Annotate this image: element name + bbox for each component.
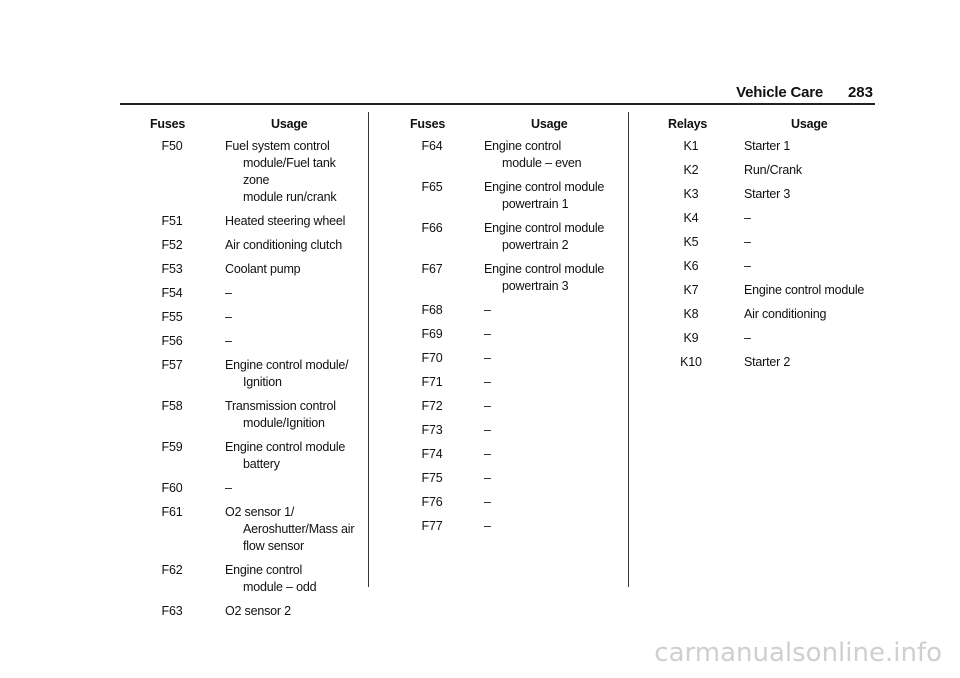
usage-line: Starter 2 <box>744 355 791 369</box>
usage-line: Air conditioning clutch <box>225 238 342 252</box>
table-row <box>150 213 360 230</box>
usage-line: module/Ignition <box>243 416 325 430</box>
row-code: F60 <box>161 481 183 495</box>
usage-line: – <box>744 331 751 345</box>
row-code: F68 <box>421 303 443 317</box>
table-row <box>668 258 878 275</box>
table-row <box>410 518 620 535</box>
table-row <box>150 398 360 432</box>
table-row <box>150 562 360 596</box>
row-usage <box>484 138 620 172</box>
usage-line: – <box>225 481 232 495</box>
usage-line: module/Fuel tank zone <box>243 156 336 187</box>
usage-line: – <box>484 471 491 485</box>
usage-line: module run/crank <box>243 190 337 204</box>
fuse-table-1 <box>150 116 360 627</box>
row-usage <box>225 138 360 206</box>
row-code: F71 <box>421 375 443 389</box>
row-code: F74 <box>421 447 443 461</box>
table-row <box>668 162 878 179</box>
row-usage <box>225 309 360 326</box>
row-usage <box>744 306 878 323</box>
usage-line: Run/Crank <box>744 163 802 177</box>
table-row <box>668 354 878 371</box>
row-code: F77 <box>421 519 443 533</box>
usage-line: Ignition <box>243 375 282 389</box>
row-code: K5 <box>683 235 699 249</box>
usage-line: Engine control module <box>744 283 865 297</box>
table-row <box>410 138 620 172</box>
row-usage <box>484 518 620 535</box>
usage-line: powertrain 2 <box>502 238 569 252</box>
header-usage-label: Usage <box>271 117 308 131</box>
usage-line: Fuel system control <box>225 139 330 153</box>
row-usage <box>225 439 360 473</box>
usage-line: – <box>484 351 491 365</box>
row-usage <box>744 258 878 275</box>
table-row <box>668 138 878 155</box>
usage-line: – <box>484 423 491 437</box>
table-row <box>150 439 360 473</box>
row-usage <box>225 562 360 596</box>
row-code: K6 <box>683 259 699 273</box>
row-code: K3 <box>683 187 699 201</box>
row-code: F51 <box>161 214 183 228</box>
usage-line: – <box>484 495 491 509</box>
row-code: K1 <box>683 139 699 153</box>
row-code: F53 <box>161 262 183 276</box>
usage-line: O2 sensor 2 <box>225 604 291 618</box>
row-usage <box>225 504 360 555</box>
row-usage <box>744 138 878 155</box>
row-code: F61 <box>161 505 183 519</box>
row-usage <box>484 350 620 367</box>
header-code-label: Fuses <box>150 117 186 131</box>
usage-line: – <box>484 327 491 341</box>
usage-line: Engine control module/ <box>225 358 349 372</box>
usage-line: battery <box>243 457 280 471</box>
usage-line: Transmission control <box>225 399 336 413</box>
table-row <box>150 138 360 206</box>
row-code: F55 <box>161 310 183 324</box>
row-code: F56 <box>161 334 183 348</box>
row-usage <box>744 354 878 371</box>
table-row <box>668 330 878 347</box>
row-code: K4 <box>683 211 699 225</box>
table-row <box>668 210 878 227</box>
row-code: F69 <box>421 327 443 341</box>
usage-line: Starter 1 <box>744 139 791 153</box>
usage-line: module – odd <box>243 580 317 594</box>
row-code: F58 <box>161 399 183 413</box>
table-header <box>668 116 878 138</box>
row-usage <box>484 494 620 511</box>
table-row <box>410 350 620 367</box>
usage-line: powertrain 1 <box>502 197 569 211</box>
row-code: K2 <box>683 163 699 177</box>
row-code: F70 <box>421 351 443 365</box>
row-usage <box>484 422 620 439</box>
row-usage <box>225 480 360 497</box>
usage-line: – <box>484 399 491 413</box>
usage-line: Heated steering wheel <box>225 214 346 228</box>
table-header <box>410 116 620 138</box>
page-header <box>120 84 875 104</box>
usage-line: module – even <box>502 156 582 170</box>
row-code: F50 <box>161 139 183 153</box>
table-row <box>150 480 360 497</box>
header-usage-label: Usage <box>531 117 568 131</box>
table-row <box>668 186 878 203</box>
usage-line: Engine control module <box>225 440 346 454</box>
row-usage <box>484 446 620 463</box>
usage-line: – <box>484 375 491 389</box>
table-row <box>150 261 360 278</box>
row-usage <box>744 234 878 251</box>
row-code: F52 <box>161 238 183 252</box>
fuse-table-2 <box>410 116 620 542</box>
table-row <box>668 306 878 323</box>
usage-line: Engine control module <box>484 180 605 194</box>
table-row <box>410 302 620 319</box>
row-code: F76 <box>421 495 443 509</box>
row-usage <box>744 186 878 203</box>
usage-line: – <box>744 211 751 225</box>
usage-line: – <box>744 235 751 249</box>
table-header <box>150 116 360 138</box>
usage-line: – <box>484 447 491 461</box>
usage-line: Engine control <box>484 139 562 153</box>
usage-line: Engine control <box>225 563 303 577</box>
header-usage-label: Usage <box>791 117 828 131</box>
row-usage <box>744 162 878 179</box>
row-usage <box>744 330 878 347</box>
row-usage <box>225 357 360 391</box>
usage-line: Air conditioning <box>744 307 827 321</box>
row-code: F66 <box>421 221 443 235</box>
row-code: K10 <box>680 355 702 369</box>
table-row <box>150 357 360 391</box>
table-row <box>150 333 360 350</box>
row-code: K7 <box>683 283 699 297</box>
row-code: F57 <box>161 358 183 372</box>
table-row <box>150 504 360 555</box>
usage-line: – <box>225 286 232 300</box>
usage-line: – <box>744 259 751 273</box>
row-code: K8 <box>683 307 699 321</box>
table-row <box>410 374 620 391</box>
table-row <box>410 398 620 415</box>
row-usage <box>225 398 360 432</box>
relay-table <box>668 116 878 378</box>
row-usage <box>744 210 878 227</box>
table-row <box>410 494 620 511</box>
table-row <box>150 309 360 326</box>
watermark: carmanualsonline.info <box>654 638 942 668</box>
usage-line: Engine control module <box>484 262 605 276</box>
table-row <box>668 282 878 299</box>
table-row <box>410 470 620 487</box>
table-row <box>410 446 620 463</box>
table-row <box>150 603 360 620</box>
row-code: F63 <box>161 604 183 618</box>
row-usage <box>484 470 620 487</box>
row-usage <box>484 179 620 213</box>
row-usage <box>484 302 620 319</box>
row-code: F72 <box>421 399 443 413</box>
row-usage <box>225 603 360 620</box>
usage-line: Engine control module <box>484 221 605 235</box>
usage-line: – <box>484 303 491 317</box>
row-usage <box>225 261 360 278</box>
table-row <box>410 220 620 254</box>
usage-line: – <box>484 519 491 533</box>
header-rule <box>120 103 875 105</box>
header-code-label: Relays <box>668 117 708 131</box>
row-usage <box>484 326 620 343</box>
column-divider <box>628 112 629 587</box>
header-code-label: Fuses <box>410 117 446 131</box>
row-code: K9 <box>683 331 699 345</box>
row-usage <box>484 374 620 391</box>
table-row <box>668 234 878 251</box>
row-code: F73 <box>421 423 443 437</box>
row-code: F59 <box>161 440 183 454</box>
table-row <box>150 285 360 302</box>
row-code: F62 <box>161 563 183 577</box>
row-usage <box>225 333 360 350</box>
table-row <box>410 179 620 213</box>
row-code: F64 <box>421 139 443 153</box>
row-usage <box>225 213 360 230</box>
row-code: F54 <box>161 286 183 300</box>
row-code: F65 <box>421 180 443 194</box>
table-row <box>150 237 360 254</box>
table-row <box>410 326 620 343</box>
section-title: Vehicle Care <box>736 84 823 101</box>
page-number: 283 <box>847 84 873 101</box>
usage-line: Aeroshutter/Mass air <box>243 522 355 536</box>
row-code: F75 <box>421 471 443 485</box>
column-divider <box>368 112 369 587</box>
row-usage <box>225 285 360 302</box>
usage-line: Starter 3 <box>744 187 791 201</box>
usage-line: – <box>225 310 232 324</box>
row-usage <box>484 220 620 254</box>
usage-line: powertrain 3 <box>502 279 569 293</box>
usage-line: – <box>225 334 232 348</box>
table-row <box>410 261 620 295</box>
usage-line: O2 sensor 1/ <box>225 505 295 519</box>
usage-line: Coolant pump <box>225 262 301 276</box>
row-code: F67 <box>421 262 443 276</box>
row-usage <box>484 398 620 415</box>
row-usage <box>744 282 878 299</box>
row-usage <box>484 261 620 295</box>
row-usage <box>225 237 360 254</box>
table-row <box>410 422 620 439</box>
usage-line: flow sensor <box>243 539 305 553</box>
